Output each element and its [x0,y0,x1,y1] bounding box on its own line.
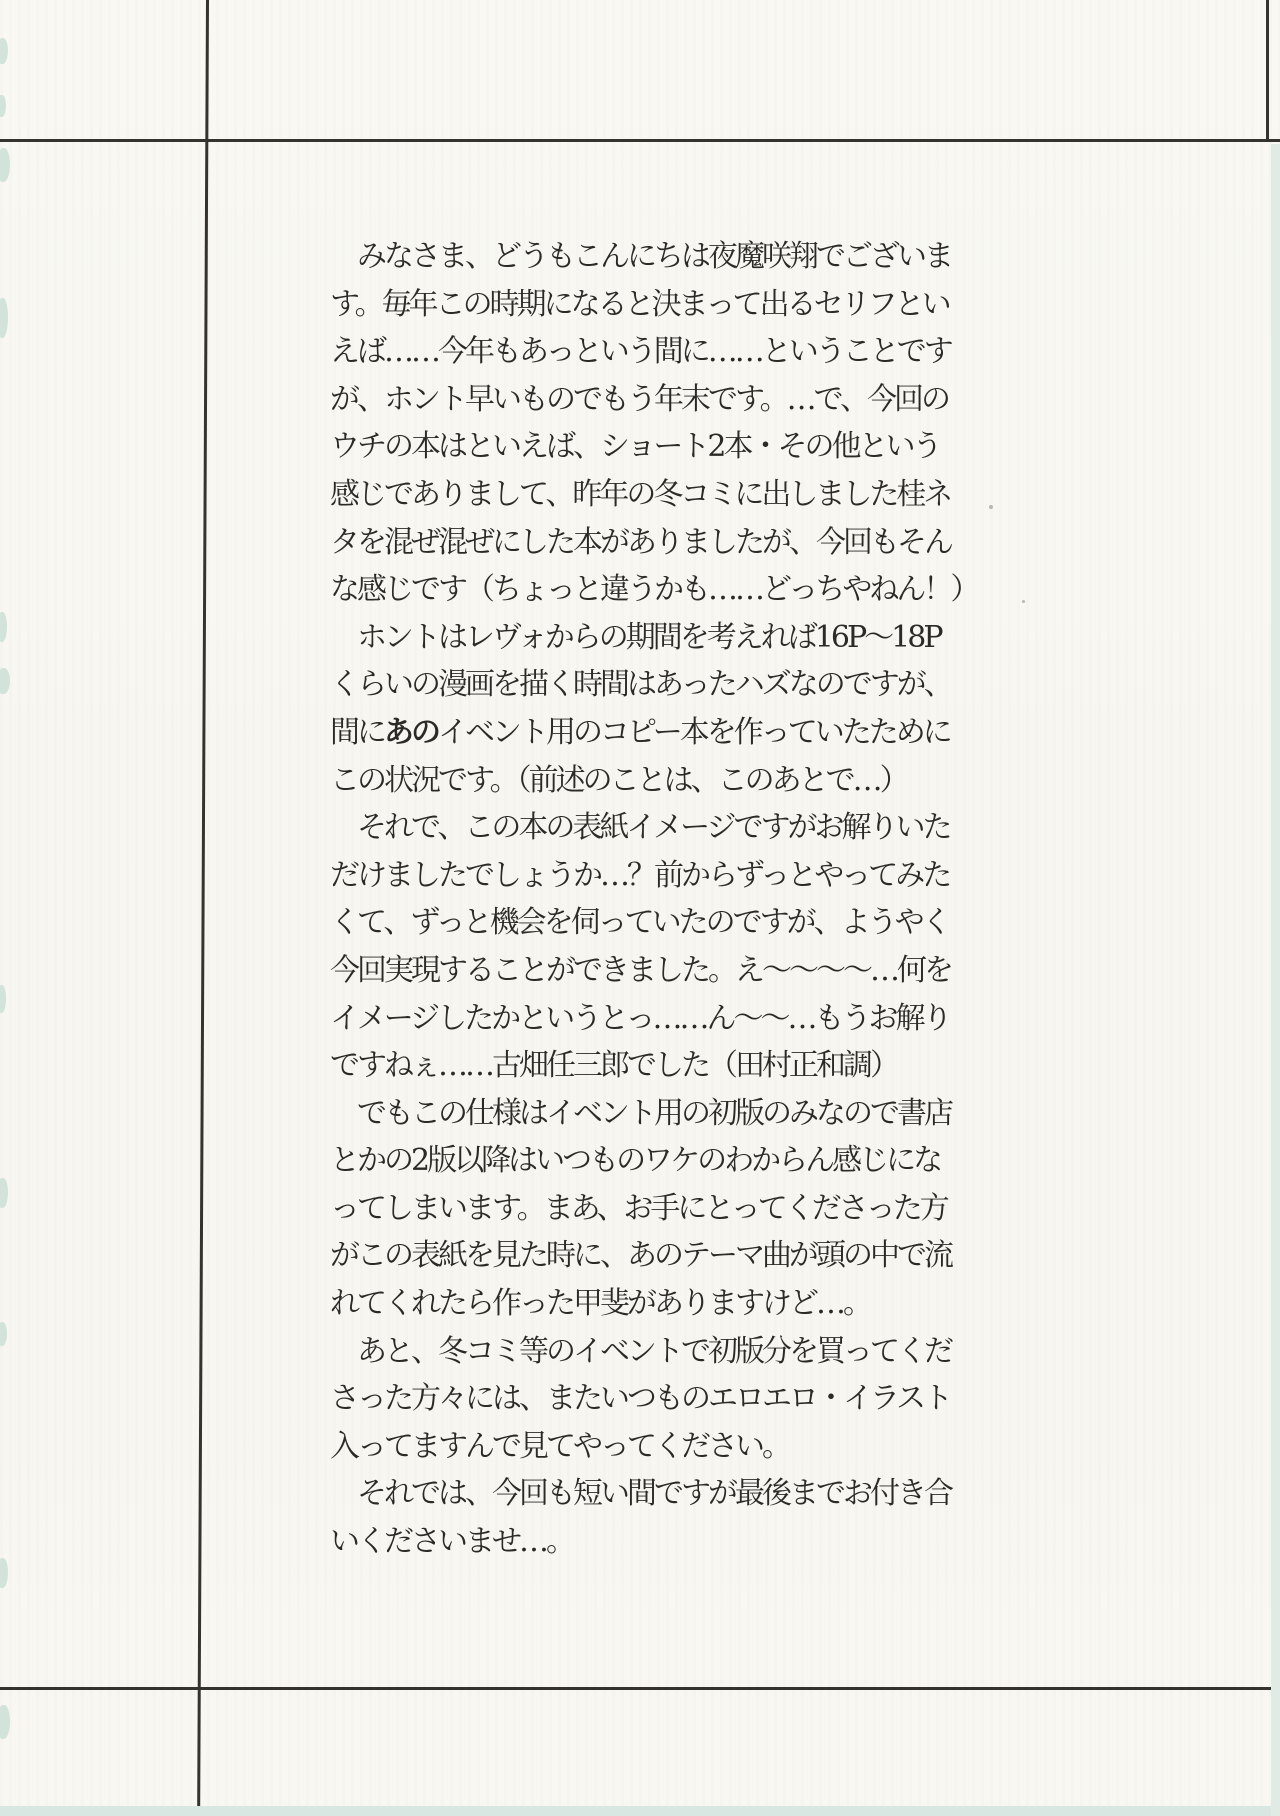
text-line [330,1470,970,1518]
text-segment: この状況です。（前述のことは、このあとで…） [330,762,907,798]
text-segment: いくださいませ…。 [330,1524,573,1560]
text-line [330,1137,970,1185]
text-segment: えば……今年もあっという間に……ということです [330,334,951,370]
text-segment: でもこの仕様はイベント用の初版のみなので書店 [330,1095,951,1131]
text-line [330,471,970,519]
text-line [330,423,970,471]
scan-speck [1022,600,1025,603]
text-segment: あと、冬コミ等のイベントで初版分を買ってくだ [330,1333,951,1369]
top-right-rule-line [1266,0,1269,141]
text-segment: ですねぇ……古畑任三郎でした（田村正和調） [330,1048,897,1084]
scan-speck [989,505,993,509]
text-segment: 感じでありまして、昨年の冬コミに出しました桂ネ [330,476,951,512]
text-segment: くらいの漫画を描く時間はあったハズなのですが、 [330,667,951,703]
text-line [330,804,970,852]
text-line [330,1280,970,1328]
text-line [330,899,970,947]
text-line [330,1518,970,1566]
deckle-blob [0,668,10,694]
text-line [330,1328,970,1376]
text-line [330,995,970,1043]
text-line [330,757,970,805]
deckle-blob [0,612,7,642]
text-segment: それで、この本の表紙イメージですがお解りいた [330,810,950,846]
deckle-blob [0,148,10,182]
bottom-rule-line [0,1687,1280,1690]
text-line [330,566,978,614]
text-segment: みなさま、どうもこんにちは夜魔咲翔でございま [330,239,951,274]
text-segment: 入ってますんで見てやってください。 [330,1428,789,1464]
text-line [330,1423,970,1471]
text-segment: イメージしたかというとっ……ん～～…もうお解り [330,1000,950,1036]
text-segment: ウチの本はといえば、ショート2本・その他という [330,429,940,465]
text-segment: イベント用のコピー本を作っていたために [438,714,950,750]
emphasized-text: あの [384,714,438,750]
text-segment: 間に [330,714,384,750]
deckle-blob [0,1558,8,1588]
text-line [330,233,970,281]
text-line [330,328,970,376]
scan-edge-right [1271,144,1280,1816]
text-line [330,947,970,995]
text-segment: す。毎年この時期になると決まって出るセリフとい [330,286,949,322]
deckle-blob [0,298,8,338]
left-rule-line [197,0,209,1816]
text-line [330,852,970,900]
text-line [330,661,970,709]
text-line [330,1042,970,1090]
scan-edge-bottom [0,1806,1280,1816]
text-line [330,519,970,567]
text-segment: な感じです（ちょっと違うかも……どっちやねん！） [330,572,978,608]
text-line [330,614,970,662]
text-segment: が、ホント早いものでもう年末です。…で、今回の [330,381,948,417]
deckle-blob [0,1322,7,1346]
text-segment: がこの表紙を見た時に、あのテーマ曲が頭の中で流 [330,1238,951,1274]
deckle-blob [0,1178,8,1208]
text-segment: タを混ぜ混ぜにした本がありましたが、今回もそん [330,524,951,560]
text-line [330,1232,970,1280]
afterword-text-block [330,233,978,1566]
text-line [330,1185,970,1233]
deckle-blob [0,985,6,1013]
text-line [330,376,970,424]
text-line [330,709,970,757]
top-rule-line [0,139,1280,142]
text-segment: ってしまいます。まあ、お手にとってくださった方 [330,1190,947,1226]
deckle-blob [0,38,8,64]
text-segment: だけましたでしょうか…？前からずっとやってみた [330,857,950,893]
text-segment: れてくれたら作った甲斐がありますけど…。 [330,1286,870,1322]
deckle-blob [0,95,6,117]
text-segment: さった方々には、またいつものエロエロ・イラスト [330,1381,951,1417]
text-line [330,281,970,329]
text-line [330,1090,970,1138]
text-segment: くて、ずっと機会を伺っていたのですが、ようやく [330,905,949,941]
text-segment: ホントはレヴォからの期間を考えれば16P～18P [330,619,941,655]
deckle-blob [0,1705,10,1739]
text-segment: とかの2版以降はいつものワケのわからん感じにな [330,1143,941,1179]
text-line [330,1375,970,1423]
text-segment: それでは、今回も短い間ですが最後までお付き合 [330,1476,951,1512]
text-segment: 今回実現することができました。え～～～～…何を [330,952,951,988]
